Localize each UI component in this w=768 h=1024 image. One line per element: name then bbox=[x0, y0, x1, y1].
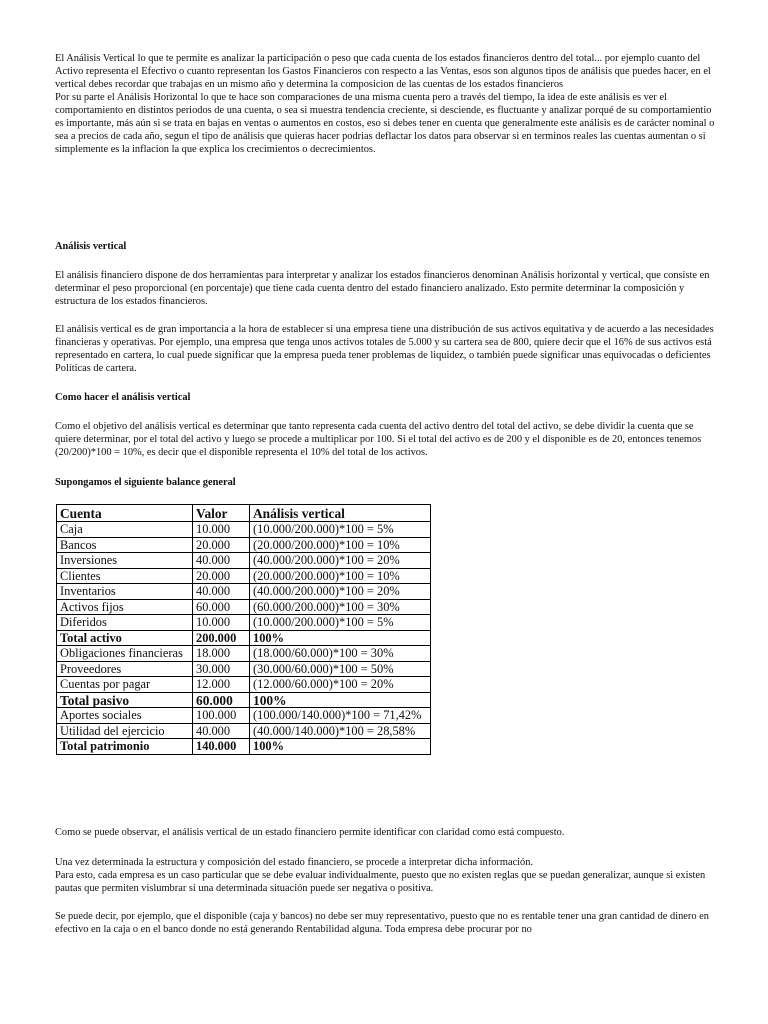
table-row bbox=[57, 646, 431, 662]
cell-analisis: (40.000/200.000)*100 = 20% bbox=[250, 584, 431, 600]
table-row-total-patrimonio bbox=[57, 739, 431, 755]
section1-paragraph-2: El análisis vertical es de gran importancia a la hora de establecer si una empresa tiene una distribución de sus activos equitativa y de acuerdo a las necesidades financieras y operativas. Por ejemplo, una empresa que tenga unos activos totales de 5.000 y su cartera sea de 800, quiere decir que el 16% de sus activos está representado en cartera, lo cual puede significar que la empresa pueda tener problemas de liquidez, o también puede significar unas equivocadas o deficientes Políticas de cartera. bbox=[55, 324, 714, 374]
cell-valor: 40.000 bbox=[193, 584, 250, 600]
closing-paragraph-1: Como se puede observar, el análisis vertical de un estado financiero permite identificar con claridad como está compuesto. bbox=[55, 827, 565, 838]
cell-valor: 20.000 bbox=[193, 537, 250, 553]
cell-analisis: (20.000/200.000)*100 = 10% bbox=[250, 568, 431, 584]
closing-paragraph-2 bbox=[55, 856, 715, 895]
cell-valor: 60.000 bbox=[193, 692, 250, 708]
cell-cuenta: Utilidad del ejercicio bbox=[57, 723, 193, 739]
cell-cuenta: Inventarios bbox=[57, 584, 193, 600]
table-row bbox=[57, 615, 431, 631]
table-row bbox=[57, 723, 431, 739]
cell-analisis: (40.000/200.000)*100 = 20% bbox=[250, 553, 431, 569]
cell-cuenta: Diferidos bbox=[57, 615, 193, 631]
cell-cuenta: Total activo bbox=[57, 630, 193, 646]
cell-analisis: (18.000/60.000)*100 = 30% bbox=[250, 646, 431, 662]
cell-cuenta: Clientes bbox=[57, 568, 193, 584]
table-header-row bbox=[57, 505, 431, 522]
table-heading: Supongamos el siguiente balance general bbox=[55, 477, 236, 488]
header-analisis-vertical: Análisis vertical bbox=[250, 505, 431, 522]
table-row bbox=[57, 553, 431, 569]
cell-analisis: (40.000/140.000)*100 = 28,58% bbox=[250, 723, 431, 739]
cell-valor: 60.000 bbox=[193, 599, 250, 615]
closing-paragraph-3: Se puede decir, por ejemplo, que el disponible (caja y bancos) no debe ser muy representativo, puesto que no es rentable tener una gran cantidad de dinero en efectivo en la caja o en el banco donde no está generando Rentabilidad alguna. Toda empresa debe procurar por no bbox=[55, 911, 709, 935]
cell-analisis: (100.000/140.000)*100 = 71,42% bbox=[250, 708, 431, 724]
cell-analisis: (12.000/60.000)*100 = 20% bbox=[250, 677, 431, 693]
table-row bbox=[57, 661, 431, 677]
cell-valor: 10.000 bbox=[193, 615, 250, 631]
header-cuenta: Cuenta bbox=[57, 505, 193, 522]
intro-paragraph-horizontal: Por su parte el Análisis Horizontal lo que te hace son comparaciones de una misma cuenta pero a través del tiempo, la idea de este análisis es ver el comportamiento en distintos periodos de una cuenta, o sea si muestra tendencia creciente, si desciende, es fluctuante y analizar porqué de su comportamientio es importante, más aún si se trata en bajas en ventas o aumentos en costos, eso si debes tener en cuenta que generalmente este análisis es de carácter nominal o sea a precios de cada año, segun el tipo de análisis que quieras hacer podrias deflactar los datos para observar si en terminos reales las cuentas aumentan o si simplemente es la inflacion la que explica los crecimientos o decrecimientos. bbox=[55, 92, 715, 155]
cell-valor: 140.000 bbox=[193, 739, 250, 755]
cell-analisis: (60.000/200.000)*100 = 30% bbox=[250, 599, 431, 615]
table-row-total-activo bbox=[57, 630, 431, 646]
cell-valor: 10.000 bbox=[193, 522, 250, 538]
cell-cuenta: Inversiones bbox=[57, 553, 193, 569]
cell-cuenta: Caja bbox=[57, 522, 193, 538]
cell-analisis: (20.000/200.000)*100 = 10% bbox=[250, 537, 431, 553]
cell-analisis: 100% bbox=[250, 692, 431, 708]
cell-cuenta: Bancos bbox=[57, 537, 193, 553]
table-row bbox=[57, 677, 431, 693]
cell-valor: 40.000 bbox=[193, 723, 250, 739]
cell-valor: 20.000 bbox=[193, 568, 250, 584]
cell-analisis: (30.000/60.000)*100 = 50% bbox=[250, 661, 431, 677]
closing-paragraph-2a: Una vez determinada la estructura y composición del estado financiero, se procede a interpretar dicha información. bbox=[55, 857, 534, 868]
closing-paragraph-2b: Para esto, cada empresa es un caso particular que se debe evaluar individualmente, puesto que no existen reglas que se puedan generalizar, aunque si existen pautas que permiten vislumbrar si una determinada situación puede ser negativa o positiva. bbox=[55, 870, 706, 894]
intro-text bbox=[55, 52, 715, 156]
cell-valor: 12.000 bbox=[193, 677, 250, 693]
cell-cuenta: Cuentas por pagar bbox=[57, 677, 193, 693]
table-row bbox=[57, 568, 431, 584]
cell-analisis: 100% bbox=[250, 739, 431, 755]
intro-paragraph-vertical: El Análisis Vertical lo que te permite es analizar la participación o peso que cada cuenta de los estados financieros dentro del total... por ejemplo cuanto del Activo representa el Efectivo o cuanto representan los Gastos Financieros con respecto a las Ventas, esos son algunos tipos de análisis que puedes hacer, en el vertical debes recordar que trabajas en un mismo año y determina la composicion de las cuentas de los estados financieros bbox=[55, 53, 711, 90]
section1-paragraph-1: El análisis financiero dispone de dos herramientas para interpretar y analizar los estados financieros denominan Análisis horizontal y vertical, que consiste en determinar el peso proporcional (en porcentaje) que tiene cada cuenta dentro del estado financiero analizado. Esto permite determinar la composición y estructura de los estados financieros. bbox=[55, 270, 710, 307]
table-row-total-pasivo bbox=[57, 692, 431, 708]
section-heading-analisis-vertical: Análisis vertical bbox=[55, 241, 127, 252]
cell-valor: 200.000 bbox=[193, 630, 250, 646]
cell-cuenta: Total pasivo bbox=[57, 692, 193, 708]
cell-analisis: 100% bbox=[250, 630, 431, 646]
cell-valor: 40.000 bbox=[193, 553, 250, 569]
cell-valor: 30.000 bbox=[193, 661, 250, 677]
section-heading-como-hacer: Como hacer el análisis vertical bbox=[55, 392, 191, 403]
cell-valor: 18.000 bbox=[193, 646, 250, 662]
cell-cuenta: Activos fijos bbox=[57, 599, 193, 615]
table-row bbox=[57, 708, 431, 724]
cell-cuenta: Total patrimonio bbox=[57, 739, 193, 755]
cell-cuenta: Obligaciones financieras bbox=[57, 646, 193, 662]
cell-cuenta: Proveedores bbox=[57, 661, 193, 677]
cell-cuenta: Aportes sociales bbox=[57, 708, 193, 724]
table-row bbox=[57, 537, 431, 553]
cell-valor: 100.000 bbox=[193, 708, 250, 724]
table-row bbox=[57, 599, 431, 615]
header-valor: Valor bbox=[193, 505, 250, 522]
section2-paragraph-1: Como el objetivo del análisis vertical es determinar que tanto representa cada cuenta del activo dentro del total del activo, se debe dividir la cuenta que se quiere determinar, por el total del activo y luego se procede a multiplicar por 100. Si el total del activo es de 200 y el disponible es de 20, entonces tenemos (20/200)*100 = 10%, es decir que el disponible representa el 10% del total de los activos. bbox=[55, 421, 702, 458]
table-row bbox=[57, 522, 431, 538]
cell-analisis: (10.000/200.000)*100 = 5% bbox=[250, 615, 431, 631]
table-row bbox=[57, 584, 431, 600]
cell-analisis: (10.000/200.000)*100 = 5% bbox=[250, 522, 431, 538]
balance-table bbox=[56, 504, 431, 755]
